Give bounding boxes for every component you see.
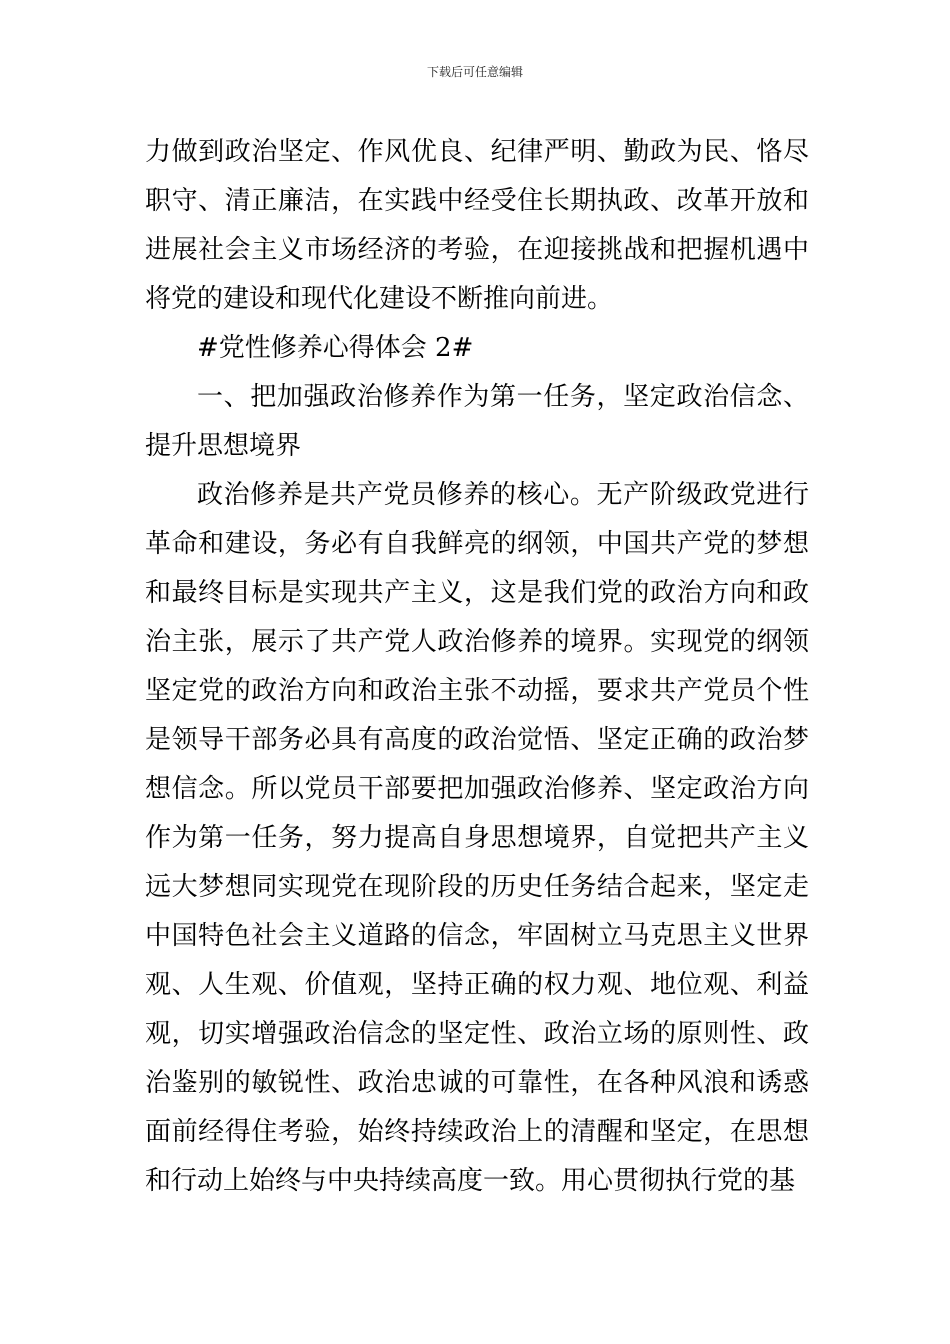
paragraph-continuation: 力做到政治坚定、作风优良、纪律严明、勤政为民、恪尽职守、清正廉洁，在实践中经受住长期执政、改革开放和进展社会主义市场经济的考验，在迎接挑战和把握机遇中将党的建设和现代化建设不断推向前进。: [145, 137, 809, 314]
page-header: 下载后可任意编辑: [426, 65, 523, 79]
subsection-heading: 一、把加强政治修养作为第一任务，坚定政治信念、提升思想境界: [145, 382, 809, 461]
document-body: [145, 128, 809, 1206]
body-paragraph: 政治修养是共产党员修养的核心。无产阶级政党进行革命和建设，务必有自我鲜亮的纲领，中国共产党的梦想和最终目标是实现共产主义，这是我们党的政治方向和政治主张，展示了共产党人政治修养的境界。实现党的纲领坚定党的政治方向和政治主张不动摇，要求共产党员个性是领导干部务必具有高度的政治觉悟、坚定正确的政治梦想信念。所以党员干部要把加强政治修养、坚定政治方向作为第一任务，努力提高自身思想境界，自觉把共产主义远大梦想同实现党在现阶段的历史任务结合起来，坚定走中国特色社会主义道路的信念，牢固树立马克思主义世界观、人生观、价值观，坚持正确的权力观、地位观、利益观，切实增强政治信念的坚定性、政治立场的原则性、政治鉴别的敏锐性、政治忠诚的可靠性，在各种风浪和诱惑面前经得住考验，始终持续政治上的清醒和坚定，在思想和行动上始终与中央持续高度一致。用心贯彻执行党的基: [145, 480, 809, 1196]
section-heading: #党性修养心得体会 2#: [197, 333, 474, 363]
